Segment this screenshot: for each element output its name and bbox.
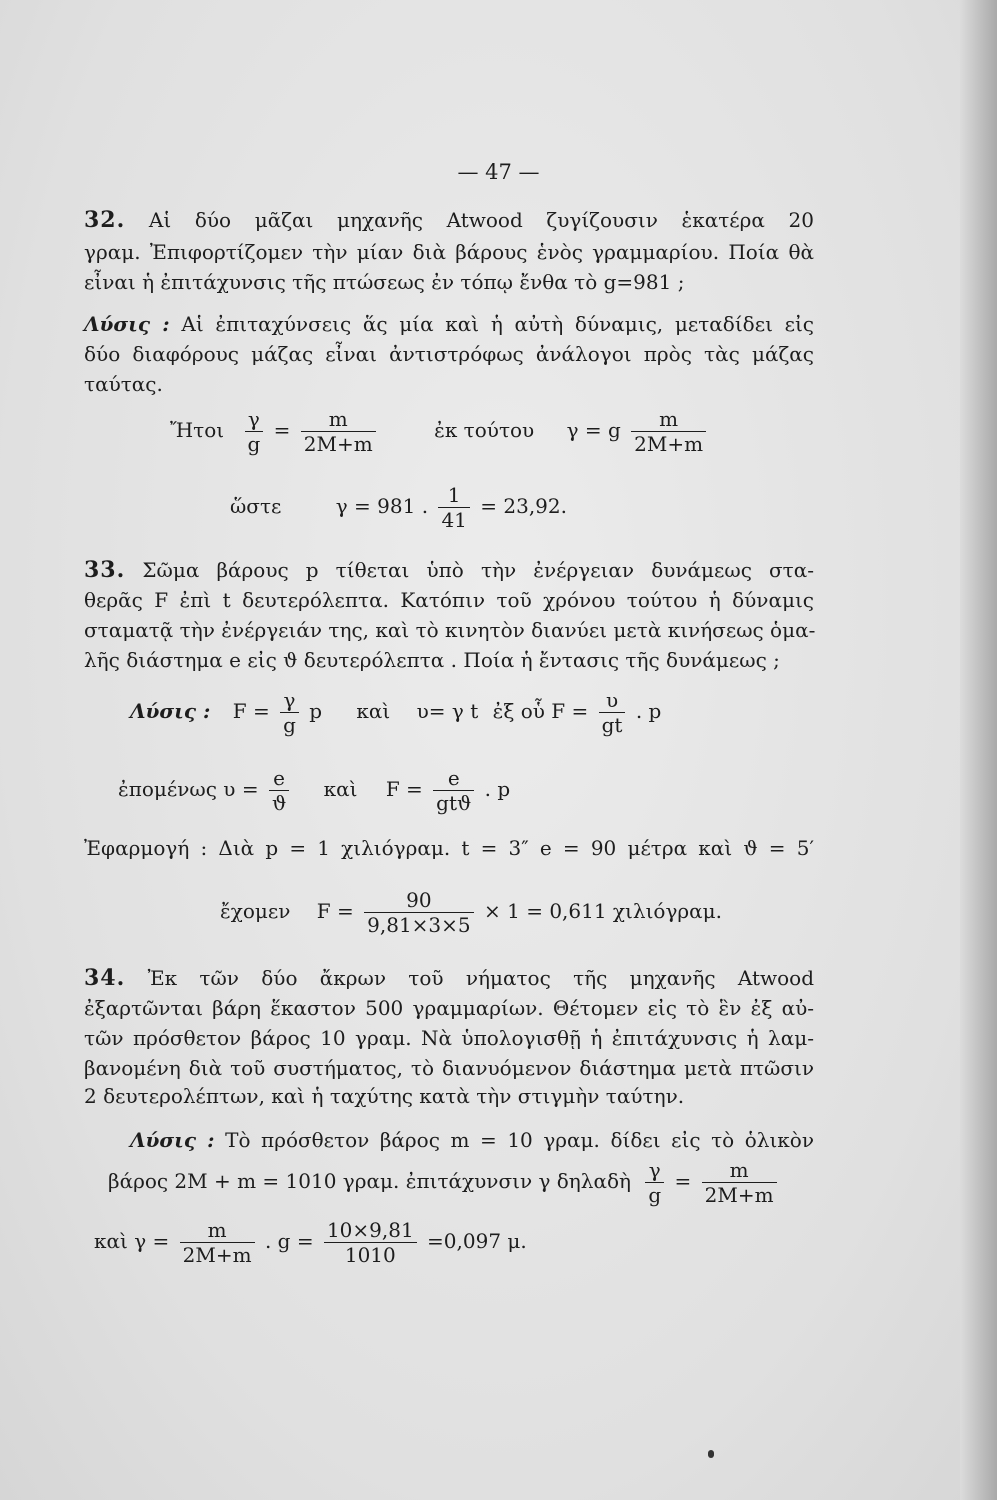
problem-32-number: 32.: [84, 207, 126, 233]
problem-34-line-3: τῶν πρόσθετον βάρος 10 γραμ. Νὰ ὑπολογισθῇ ἡ ἐπιτάχυνσις ἡ λαμ-: [84, 1026, 814, 1050]
problem-34-line-5: 2 δευτερολέπτων, καὶ ἡ ταχύτης κατὰ τὴν στιγμὴν ταύτην.: [84, 1084, 685, 1108]
problem-34-number: 34.: [84, 965, 126, 991]
ink-speck: [708, 1450, 714, 1458]
problem-32-line-3: εἶναι ἡ ἐπιτάχυνσις τῆς πτώσεως ἐν τόπῳ ἔνθα τὸ g=981 ;: [84, 270, 685, 294]
problem-33-line-1: 33. Σῶμα βάρους p τίθεται ὑπὸ τὴν ἐνέργειαν δυνάμεως στα-: [84, 557, 815, 583]
solution-34-line-1: Λύσις : Τὸ πρόσθετον βάρος m = 10 γραμ. δίδει εἰς τὸ ὁλικὸν: [130, 1128, 814, 1152]
solution-34-line-2: βάρος 2M + m = 1010 γραμ. ἐπιτάχυνσιν γ δηλαδὴ $\frac{\gamma}{g}$ = $\frac{m}{2M+m}$: [108, 1158, 781, 1207]
fraction: $\frac{e}{\text{gtϑ}}$: [433, 766, 474, 815]
problem-34-line-2: ἐξαρτῶνται βάρη ἕκαστον 500 γραμμαρίων. Θέτομεν εἰς τὸ ἓν ἐξ αὐ-: [84, 996, 814, 1020]
page-number: — 47 —: [457, 160, 540, 184]
solution-32-line-1: Λύσις : Αἱ ἐπιταχύνσεις ἅς μία καὶ ἡ αὐτὴ δύναμις, μεταδίδει εἰς: [84, 312, 815, 336]
solution-label: Λύσις :: [130, 1128, 215, 1152]
fraction: $\frac{\upsilon}{gt}$: [599, 688, 626, 737]
fraction: $\frac{90}{9,81\times 3\times 5}$: [364, 888, 474, 937]
solution-label: Λύσις :: [130, 699, 211, 723]
fraction: $\frac{10\times 9,81}{1010}$: [324, 1218, 417, 1267]
fraction: $\frac{\gamma}{g}$: [645, 1158, 664, 1207]
equation-33-2: ἐπομένως υ = $\frac{e}{ϑ}$ καὶ F = $\frac{e}{\text{gtϑ}}$ . p: [118, 766, 511, 815]
solution-34-line-3: καὶ γ = $\frac{m}{2M+m}$ . g = $\frac{10\times 9,81}{1010}$ =0,097 μ.: [94, 1218, 527, 1267]
fraction: $\frac{e}{ϑ}$: [269, 766, 289, 815]
problem-33-number: 33.: [84, 557, 126, 583]
equation-33-3: ἔχομεν F = $\frac{90}{9,81\times 3\times 5}$ × 1 = 0,611 χιλιόγραμ.: [220, 888, 723, 937]
solution-32-line-2: δύο διαφόρους μάζας εἶναι ἀντιστρόφως ἀνάλογοι πρὸς τὰς μάζας: [84, 342, 814, 366]
problem-32-line-2: γραμ. Ἐπιφορτίζομεν τὴν μίαν διὰ βάρους ἑνὸς γραμμαρίου. Ποία θὰ: [84, 240, 814, 264]
fraction: $\frac{m}{2M+m}$: [631, 407, 706, 456]
page-gutter-shadow: [960, 0, 997, 1500]
solution-label: Λύσις :: [84, 312, 170, 336]
application-33: Ἐφαρμογή : Διὰ p = 1 χιλιόγραμ. t = 3″ e = 90 μέτρα καὶ ϑ = 5′: [84, 836, 814, 860]
fraction: $\frac{m}{2M+m}$: [702, 1158, 777, 1207]
equation-33-1: Λύσις : F = $\frac{\gamma}{g}$ p καὶ υ= γ t ἐξ οὗ F = $\frac{\upsilon}{gt}$ . p: [130, 688, 662, 737]
problem-34-line-1: 34. Ἐκ τῶν δύο ἄκρων τοῦ νήματος τῆς μηχανῆς Atwood: [84, 965, 815, 991]
equation-32-1: Ἤτοι $\frac{\gamma}{g}$ = $\frac{m}{2M+m}$ ἐκ τούτου γ = g $\frac{m}{2M+m}$: [170, 407, 710, 456]
fraction: $\frac{\gamma}{g}$: [280, 688, 299, 737]
equation-32-2: ὥστε γ = 981 . $\frac{1}{41}$ = 23,92.: [230, 483, 567, 532]
fraction: $\frac{m}{2M+m}$: [180, 1218, 255, 1267]
fraction: $\frac{\gamma}{g}$: [245, 407, 264, 456]
fraction: $\frac{1}{41}$: [438, 483, 469, 532]
problem-34-line-4: βανομένη διὰ τοῦ συστήματος, τὸ διανυόμενον διάστημα μετὰ πτῶσιν: [84, 1056, 814, 1080]
solution-32-line-3: ταύτας.: [84, 372, 163, 396]
problem-33-line-2: θερᾶς F ἐπὶ t δευτερόλεπτα. Κατόπιν τοῦ χρόνου τούτου ἡ δύναμις: [84, 588, 814, 612]
problem-33-line-3: σταματᾷ τὴν ἐνέργειάν της, καὶ τὸ κινητὸν διανύει μετὰ κινήσεως ὁμα-: [84, 618, 816, 642]
problem-32-line-1: 32. Αἱ δύο μᾶζαι μηχανῆς Atwood ζυγίζουσιν ἑκατέρα 20: [84, 207, 814, 233]
problem-33-line-4: λῆς διάστημα e εἰς ϑ δευτερόλεπτα . Ποία ἡ ἔντασις τῆς δυνάμεως ;: [84, 648, 780, 672]
fraction: $\frac{m}{2M+m}$: [301, 407, 376, 456]
